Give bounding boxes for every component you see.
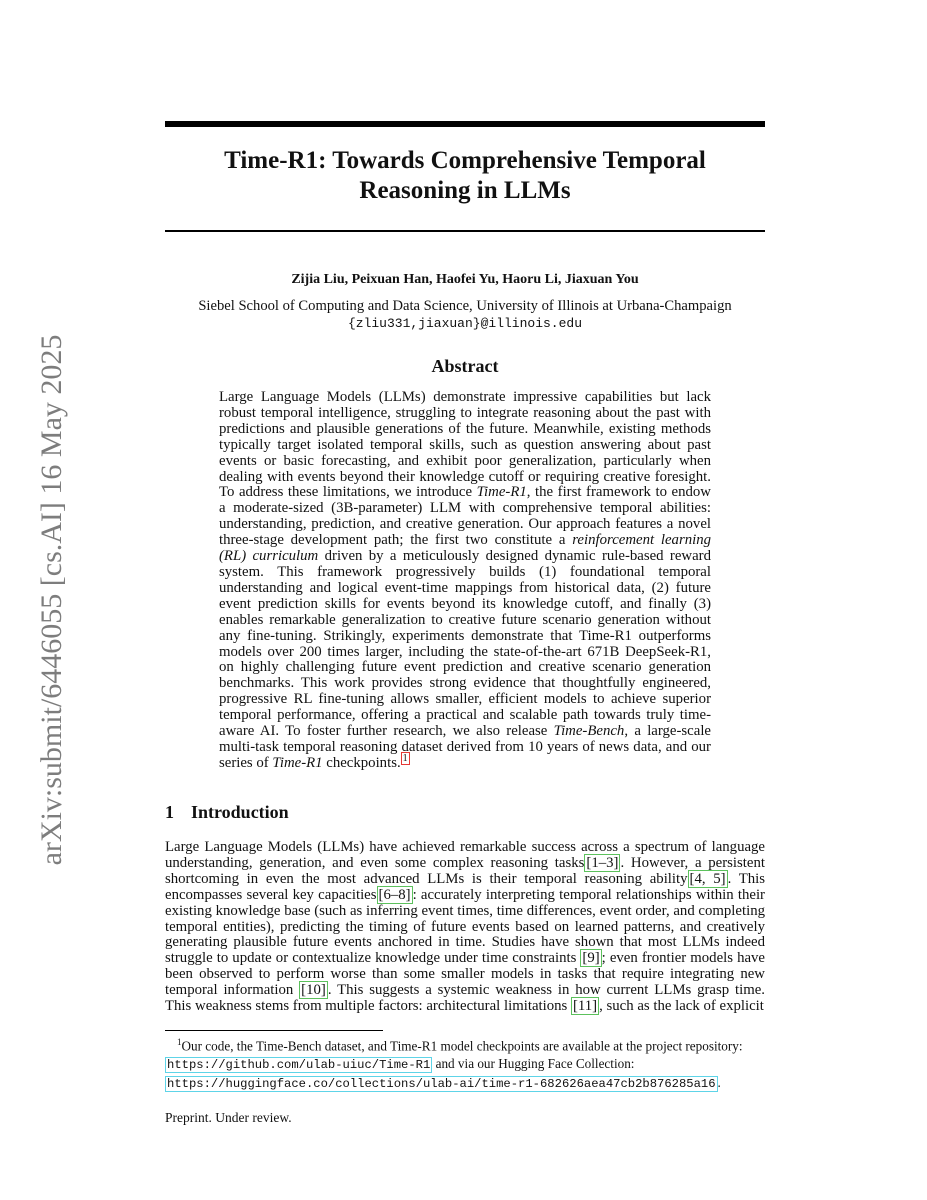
title-top-rule [165,121,765,127]
citation-link[interactable]: [9] [582,950,600,967]
preprint-note: Preprint. Under review. [165,1110,292,1125]
footnote-rule [165,1030,383,1031]
github-url-link[interactable]: https://github.com/ulab-uiuc/Time-R1 [167,1057,431,1072]
citation-link[interactable]: [4, 5] [689,870,726,887]
title-line-1: Time-R1: Towards Comprehensive Temporal [224,147,706,174]
citation-link[interactable]: [1–3] [586,854,619,871]
email[interactable]: {zliu331,jiaxuan}@illinois.edu [347,316,583,331]
abstract-body: Large Language Models (LLMs) demonstrate impressive capabilities but lack robust temporal intelligence, struggling to integrate reasoning about the past with predictions and plausible generations of the future. Meanwhile, existing methods typically target isolated temporal skills, such as question answering about past events or basic forecasting, and exhibit poor generalization, particularly when dealing with events beyond their knowledge cutoff or requiring creative foresight. To address these limitations, we introduce Time-R1, the first framework to endow a moderate-sized (3B-parameter) LLM with comprehensive temporal abilities: understanding, prediction, and creative generation. Our approach features a novel three-stage development path; the first two constitute a reinforcement learning (RL) curriculum driven by a meticulously designed dynamic rule-based reward system. This framework progressively builds (1) foundational temporal understanding and logical event-time mappings from historical data, (2) future event prediction skills for events beyond its knowledge cutoff, and finally (3) enables remarkable generalization to creative future scenario generation without any fine-tuning. Strikingly, experiments demonstrate that Time-R1 outperforms models over 200 times larger, including the state-of-the-art 671B DeepSeek-R1, on highly challenging future event prediction and creative scenario generation benchmarks. This work provides strong evidence that thoughtfully engineered, progressive RL fine-tuning allows smaller, efficient models to achieve superior temporal performance, offering a practical and scalable path towards truly time-aware AI. To foster further research, we also release Time-Bench, a large-scale multi-task temporal reasoning dataset derived from 10 years of news data, and our series of Time-R1 checkpoints. $^1$ [219,389,712,771]
citation-link[interactable]: [11] [573,998,598,1015]
introduction-paragraph: Large Language Models (LLMs) have achieved remarkable success across a spectrum of language understanding, generation, and even some complex reasoning tasks [1–3] . However, a persistent shortcoming in even the most advanced LLMs is their temporal reasoning ability [4, 5] . This encompasses several key capacities [6–8] : accurately interpreting temporal relationships within their existing knowledge base (such as inferring event times, time differences, event order, and completing temporal entities), predicting the timing of future events based on learned patterns, and creatively generating plausible future events anchored in time. Studies have shown that most LLMs indeed struggle to update or contextualize knowledge under time constraints [9] ; even frontier models have been observed to perform worse than some smaller models in tasks that require integrating new temporal information [10] . This suggests a systemic weakness in how current LLMs grasp time. This weakness stems from multiple factors: architectural limitations [11] , such as the lack of explicit [165,839,766,1015]
citation-link[interactable]: [10] [301,982,326,999]
citation-link[interactable]: [6–8] [378,886,411,903]
author-list: Zijia Liu, Peixuan Han, Haofei Yu, Haoru Li, Jiaxuan You [291,272,639,287]
affiliation-block [165,298,765,332]
title-bottom-rule [165,230,765,232]
huggingface-url-link[interactable]: https://huggingface.co/collections/ulab-ai/time-r1-682626aea47cb2b876285a16 [167,1077,716,1092]
arxiv-identifier-stamp: arXiv:submit/6446055 [cs.AI] 16 May 2025 [35,334,68,866]
title-line-2: Reasoning in LLMs [359,177,571,204]
affiliation: Siebel School of Computing and Data Science, University of Illinois at Urbana-Champaign [198,298,732,314]
paper-title [165,146,765,206]
footnote-ref-link[interactable]: 1 [402,752,408,764]
footnote-mark: 1 [177,1037,182,1047]
abstract-heading: Abstract [431,356,499,376]
footnote: $^1$Our code, the Time-Bench dataset, and Time-R1 model checkpoints are available at the project repository: https://github.com/ulab-uiuc/Time-R1 and via our Hugging Face Collection: https://huggingface.co/collections/ulab-ai/time-r1-682626aea47cb2b876285a16 . [167,1037,743,1092]
section-heading [165,802,289,823]
section-number: 1 [165,802,174,822]
section-title: Introduction [191,802,289,822]
